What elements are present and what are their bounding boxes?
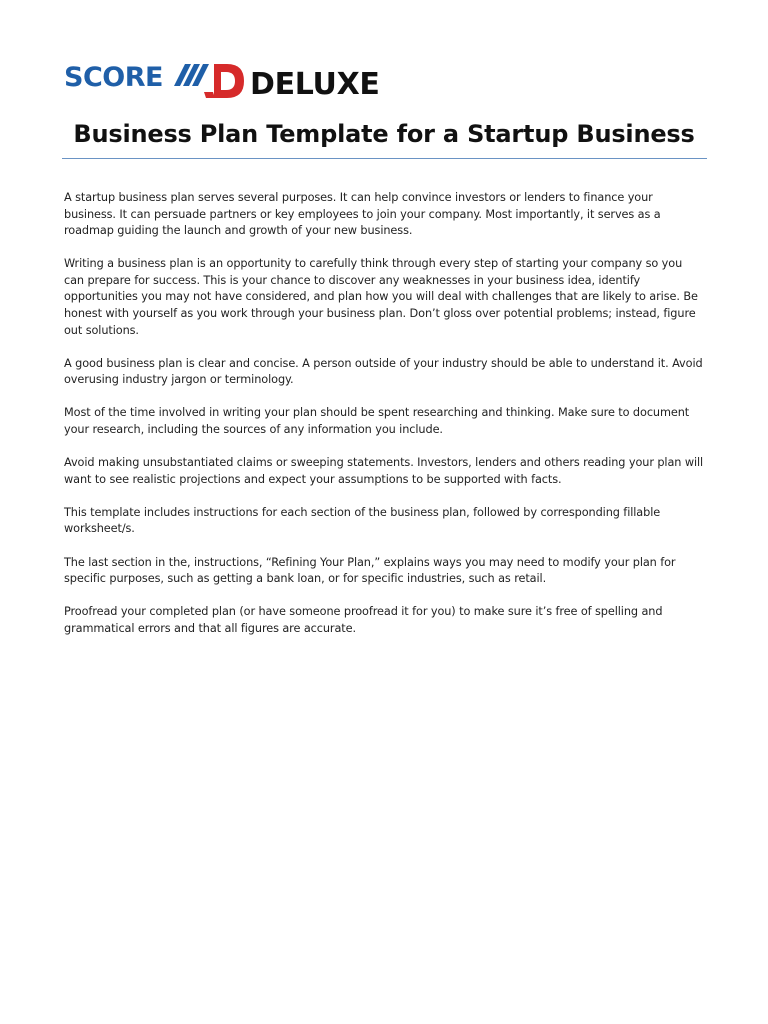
paragraph-2: Writing a business plan is an opportunity to carefully think through every step of starting your company so you can prepare for success. This is your chance to discover any weaknesses in your business idea, identify opportunities you may not have considered, and plan how you will deal with challenges that are likely to arise. Be honest with yourself as you work through your business plan. Don’t gloss over potential problems; instead, figure out solutions. [64,257,698,337]
paragraph-5: Avoid making unsubstantiated claims or sweeping statements. Investors, lenders and others reading your plan will want to see realistic projections and expect your assumptions to be supported with facts. [64,456,704,486]
document-body [64,190,704,654]
deluxe-wordmark: DELUXE [250,67,380,100]
paragraph-6: This template includes instructions for each section of the business plan, followed by corresponding fillable worksheet/s. [64,505,661,536]
deluxe-d-mark-icon [204,64,244,98]
score-deluxe-logo-graphic [64,58,394,100]
paragraph-3: A good business plan is clear and concise. A person outside of your industry should be able to understand it. Avoid overusing industry jargon or terminology. [64,356,703,387]
paragraph-4: Most of the time involved in writing your plan should be spent researching and thinking. Make sure to document your research, including the sources of any information you include. [64,406,690,437]
score-deluxe-logo [64,58,394,100]
title-divider [62,158,707,159]
paragraph-7: The last section in the, instructions, “Refining Your Plan,” explains ways you may need to modify your plan for specific purposes, such as getting a bank loan, or for specific industries, such as retail. [64,555,676,586]
paragraph-8: Proofread your completed plan (or have someone proofread it for you) to make sure it’s free of spelling and grammatical errors and that all figures are accurate. [64,605,663,635]
score-slashes-icon [174,64,209,86]
paragraph-1: A startup business plan serves several purposes. It can help convince investors or lenders to finance your business. It can persuade partners or key employees to join your company. Most importantly, it serves as a roadmap guiding the launch and growth of your new business. [64,191,661,238]
score-wordmark: SCORE [64,62,163,93]
document-title: Business Plan Template for a Startup Business [73,120,695,148]
